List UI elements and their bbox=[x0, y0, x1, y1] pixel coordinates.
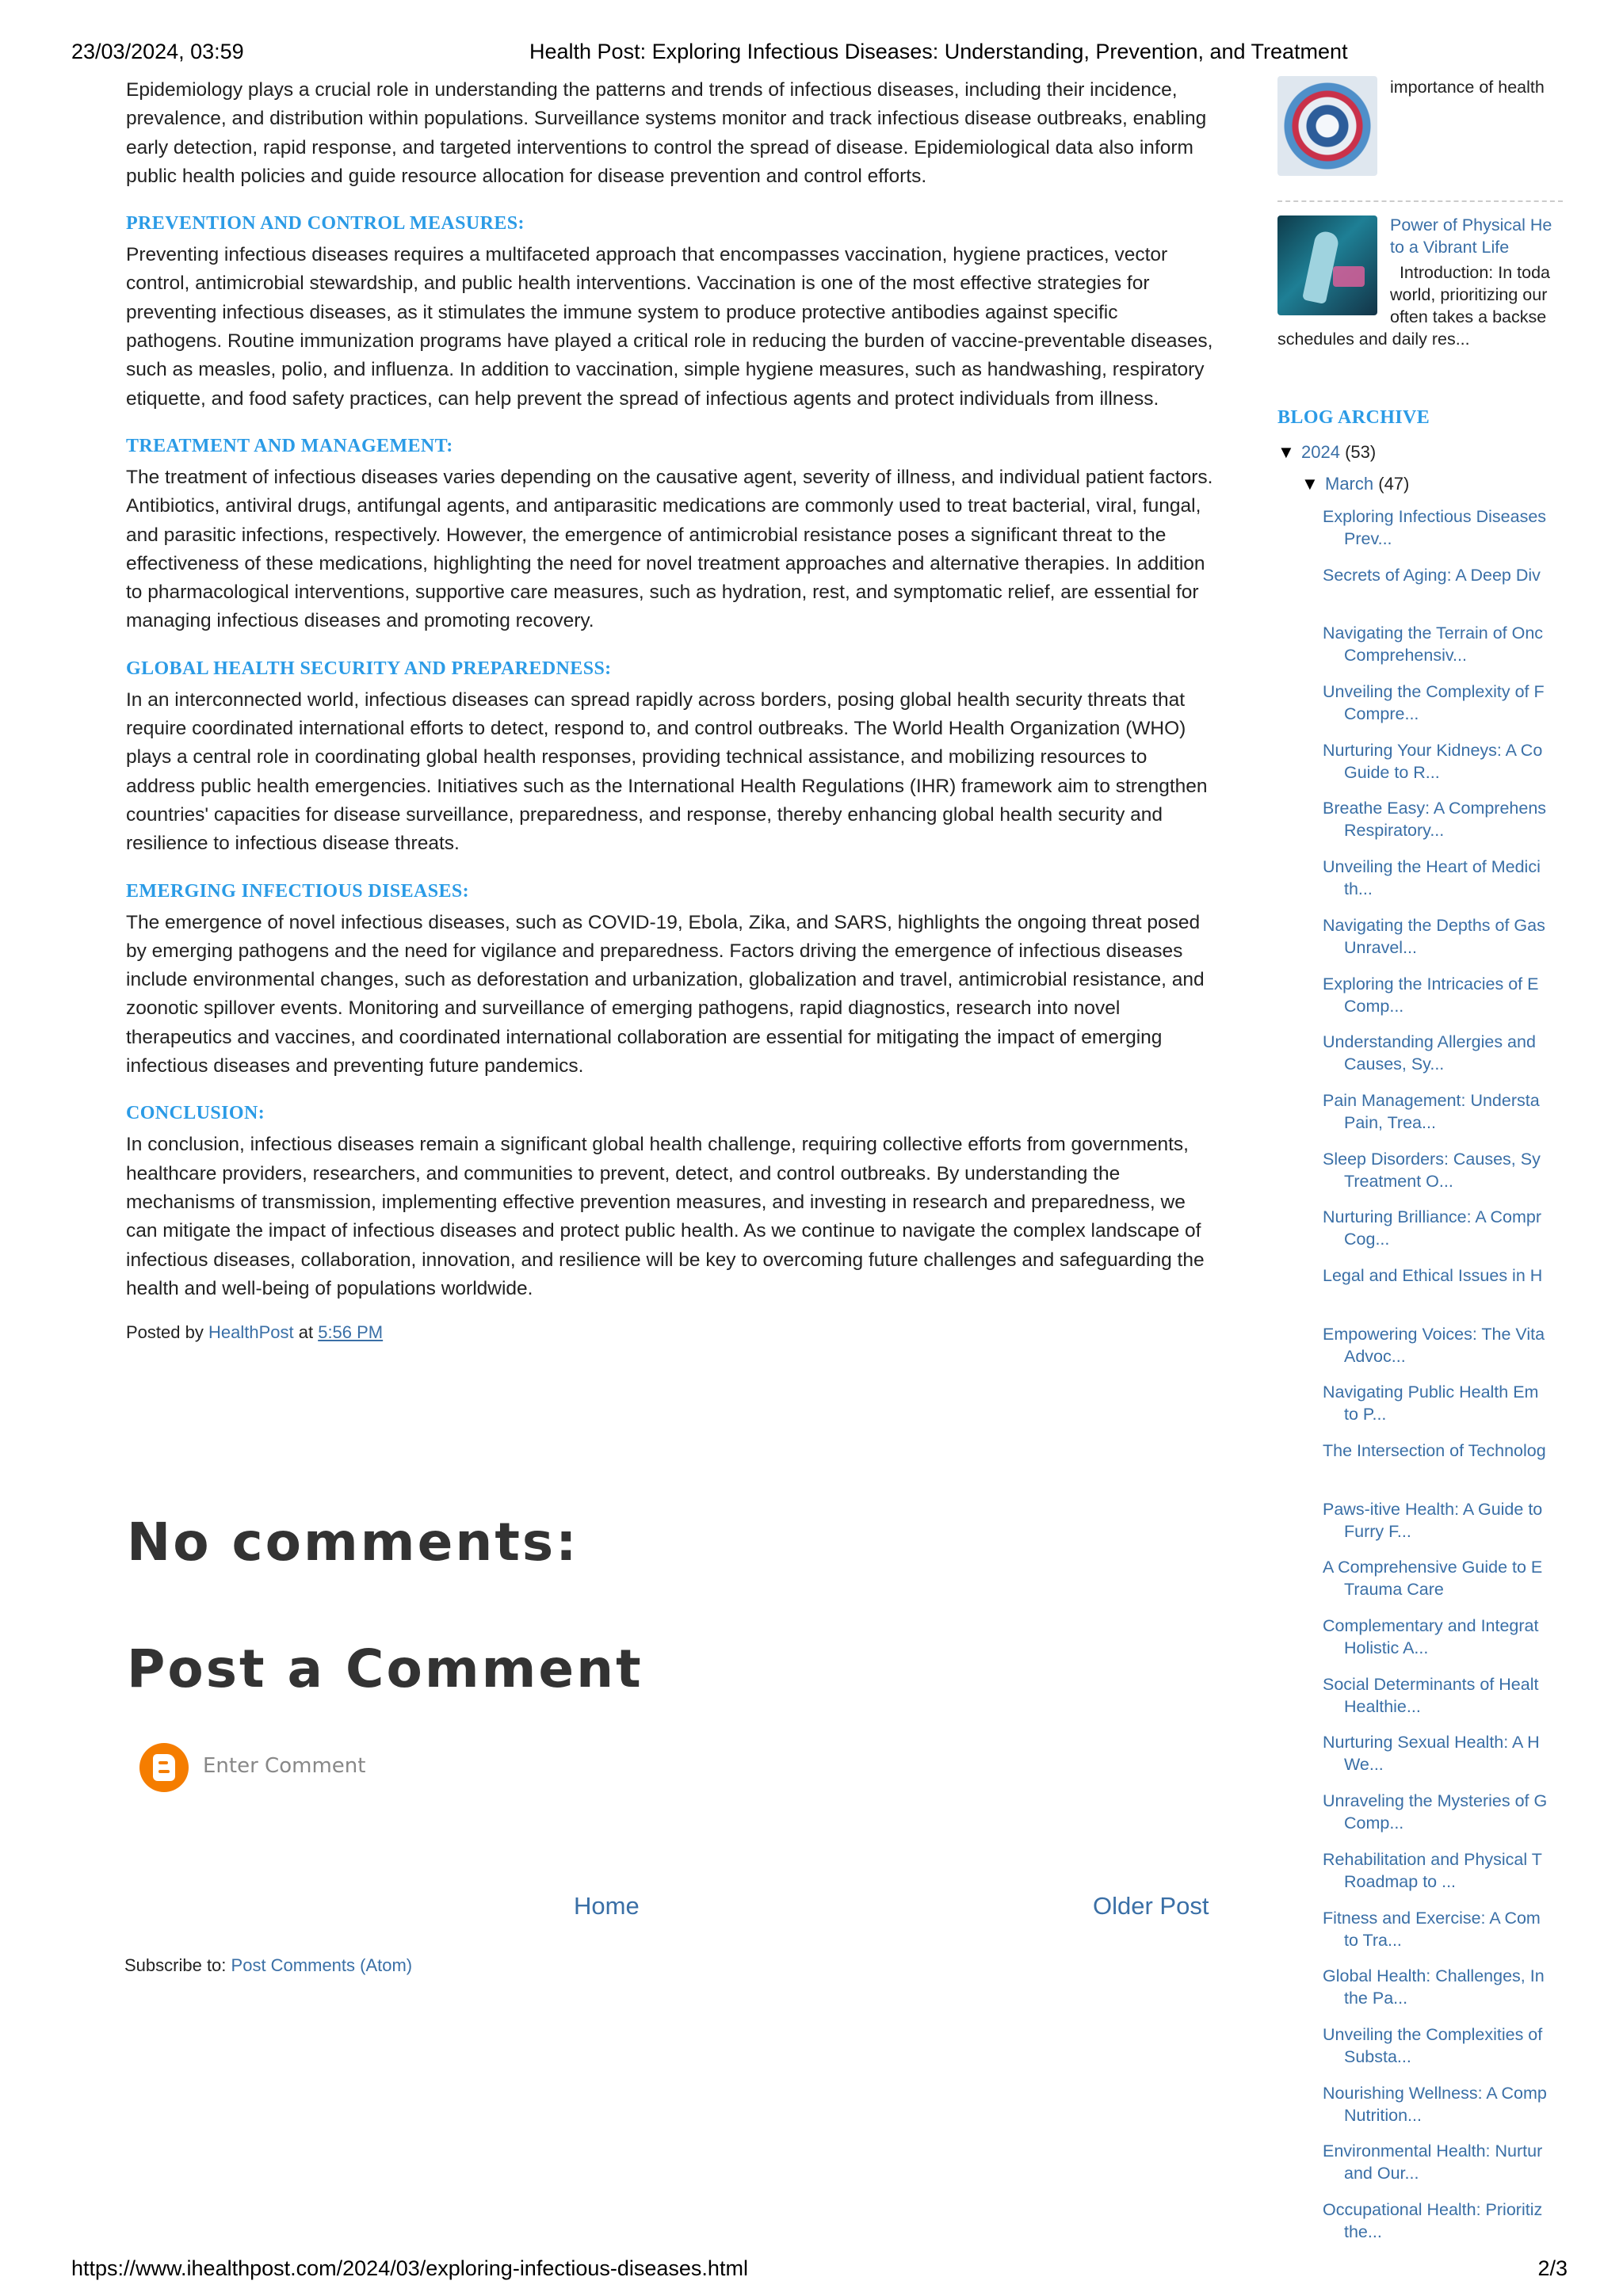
archive-post-title-line1[interactable]: Exploring Infectious Diseases bbox=[1323, 507, 1547, 526]
post-comments-atom-link[interactable]: Post Comments (Atom) bbox=[231, 1955, 413, 1975]
archive-post-title-line1[interactable]: Unveiling the Complexity of F bbox=[1323, 682, 1545, 702]
archive-post-list bbox=[1323, 505, 1576, 2257]
post-timestamp-link[interactable]: 5:56 PM bbox=[318, 1322, 384, 1343]
archive-post-link[interactable] bbox=[1323, 1907, 1576, 1966]
archive-month-link[interactable]: March bbox=[1325, 474, 1374, 494]
archive-post-link[interactable] bbox=[1323, 2082, 1576, 2141]
section-body-treatment: The treatment of infectious diseases varies depending on the causative agent, severity of illness, and individual patient factors. Antibiotics, antiviral drugs, antifungal agents, and antiparasitic medications are commonly used to treat bacterial, viral, fungal, and parasitic infections, respectively. However, the emergence of antimicrobial resistance poses a significant threat to the effectiveness of these medications, highlighting the need for novel treatment approaches and alternative therapies. In addition to pharmacological interventions, supportive care measures, such as hydration, rest, and symptomatic relief, are essential for managing infectious diseases and promoting recovery. bbox=[126, 466, 1213, 632]
posted-by-label: Posted by bbox=[126, 1322, 204, 1343]
archive-post-title-line1[interactable]: Complementary and Integrat bbox=[1323, 1616, 1539, 1636]
archive-post-link[interactable] bbox=[1323, 1965, 1576, 2023]
post-footer bbox=[126, 1322, 1213, 1343]
no-comments-heading: No comments: bbox=[127, 1512, 579, 1573]
archive-post-title-line1[interactable]: Unveiling the Heart of Medici bbox=[1323, 857, 1541, 877]
archive-post-link[interactable] bbox=[1323, 1381, 1576, 1440]
archive-post-title-line1[interactable]: Understanding Allergies and bbox=[1323, 1032, 1536, 1052]
archive-post-title-line2[interactable]: Pain, Trea... bbox=[1344, 1112, 1436, 1132]
archive-post-title-line1[interactable]: Navigating Public Health Em bbox=[1323, 1383, 1539, 1402]
archive-post-title-line1[interactable]: The Intersection of Technolog bbox=[1323, 1441, 1546, 1460]
intro-paragraph: Epidemiology plays a crucial role in understanding the patterns and trends of infectious diseases, including their incidence, prevalence, and distribution within populations. Surveillance systems monitor and track infectious disease outbreaks, enabling early detection, rapid response, and targeted interventions to control the spread of disease. Epidemiological data also inform public health policies and guide resource allocation for disease prevention and control efforts. bbox=[126, 79, 1207, 187]
section-heading-prevention: PREVENTION AND CONTROL MEASURES: bbox=[126, 213, 525, 235]
comment-input[interactable] bbox=[139, 1743, 615, 1794]
post-comment-heading: Post a Comment bbox=[127, 1638, 643, 1699]
archive-post-title-line1[interactable]: Navigating the Depths of Gas bbox=[1323, 915, 1545, 935]
archive-post-link[interactable] bbox=[1323, 1498, 1576, 1557]
archive-post-title-line1[interactable]: Sleep Disorders: Causes, Sy bbox=[1323, 1149, 1541, 1169]
print-date: 23/03/2024, 03:59 bbox=[71, 40, 244, 63]
archive-post-link[interactable] bbox=[1323, 2140, 1576, 2199]
archive-post-link[interactable] bbox=[1323, 1440, 1576, 1498]
archive-post-title-line1[interactable]: Rehabilitation and Physical T bbox=[1323, 1849, 1542, 1869]
archive-post-link[interactable] bbox=[1323, 1264, 1576, 1323]
archive-post-title-line2[interactable]: Nutrition... bbox=[1344, 2105, 1422, 2125]
archive-post-title-line1[interactable]: Fitness and Exercise: A Com bbox=[1323, 1908, 1541, 1928]
archive-post-title-line2[interactable]: to P... bbox=[1344, 1405, 1387, 1425]
archive-post-title-line2[interactable]: and Our... bbox=[1344, 2164, 1419, 2183]
archive-post-link[interactable] bbox=[1323, 1731, 1576, 1790]
archive-post-link[interactable] bbox=[1323, 564, 1576, 623]
subscribe-label: Subscribe to: bbox=[124, 1955, 227, 1975]
archive-post-link[interactable] bbox=[1323, 856, 1576, 914]
archive-post-title-line1[interactable]: Exploring the Intricacies of E bbox=[1323, 974, 1539, 994]
archive-post-title-line2[interactable]: Comp... bbox=[1344, 996, 1404, 1016]
archive-post-title-line2[interactable]: Holistic A... bbox=[1344, 1638, 1429, 1658]
author-link[interactable]: HealthPost bbox=[208, 1322, 294, 1343]
archive-post-link[interactable] bbox=[1323, 1206, 1576, 1264]
popular-post-title[interactable]: Power of Physical He bbox=[1390, 215, 1552, 235]
archive-post-link[interactable] bbox=[1323, 1615, 1576, 1673]
collapse-toggle-icon[interactable]: ▼ bbox=[1301, 474, 1319, 494]
archive-post-title-line2[interactable]: Comprehensiv... bbox=[1344, 646, 1467, 666]
print-page-number: 2/3 bbox=[1537, 2256, 1568, 2280]
archive-post-title-line2[interactable]: Furry F... bbox=[1344, 1521, 1411, 1541]
archive-post-title-line1[interactable]: Environmental Health: Nurtur bbox=[1323, 2142, 1543, 2161]
archive-post-title-line2[interactable]: Causes, Sy... bbox=[1344, 1055, 1445, 1074]
archive-post-title-line2[interactable]: Unravel... bbox=[1344, 937, 1418, 957]
popular-post-thumbnail[interactable] bbox=[1277, 215, 1377, 315]
comment-placeholder[interactable]: Enter Comment bbox=[203, 1754, 366, 1778]
archive-post-title-line2[interactable]: to Tra... bbox=[1344, 1930, 1402, 1950]
archive-post-title-line1[interactable]: Nurturing Your Kidneys: A Co bbox=[1323, 740, 1543, 760]
archive-post-title-line1[interactable]: Unraveling the Mysteries of G bbox=[1323, 1791, 1548, 1811]
archive-post-title-line1[interactable]: Pain Management: Understa bbox=[1323, 1090, 1540, 1110]
archive-post-title-line2[interactable]: Guide to R... bbox=[1344, 762, 1440, 782]
archive-post-link[interactable] bbox=[1323, 914, 1576, 973]
popular-post-snippet: Introduction: In toda bbox=[1390, 263, 1550, 282]
popular-post-snippet: importance of health bbox=[1390, 78, 1545, 97]
archive-post-link[interactable] bbox=[1323, 1556, 1576, 1615]
popular-post-snippet: world, prioritizing our bbox=[1390, 285, 1548, 304]
collapse-toggle-icon[interactable]: ▼ bbox=[1277, 442, 1295, 462]
archive-post-link[interactable] bbox=[1323, 622, 1576, 681]
subscribe-row bbox=[124, 1955, 412, 1976]
archive-post-title-line1[interactable]: Social Determinants of Healt bbox=[1323, 1674, 1539, 1694]
archive-post-title-line1[interactable]: Navigating the Terrain of Onc bbox=[1323, 624, 1544, 643]
section-heading-global-security: GLOBAL HEALTH SECURITY AND PREPAREDNESS: bbox=[126, 658, 612, 679]
print-url: https://www.ihealthpost.com/2024/03/exploring-infectious-diseases.html bbox=[71, 2256, 748, 2280]
at-label: at bbox=[298, 1322, 314, 1343]
archive-post-title-line2[interactable]: Trauma Care bbox=[1344, 1580, 1444, 1600]
archive-post-title-line2[interactable]: Respiratory... bbox=[1344, 821, 1445, 841]
archive-post-link[interactable] bbox=[1323, 505, 1576, 564]
archive-post-title-line1[interactable]: Nurturing Sexual Health: A H bbox=[1323, 1733, 1540, 1753]
home-link[interactable]: Home bbox=[574, 1892, 640, 1920]
section-body-emerging: The emergence of novel infectious diseases, such as COVID-19, Ebola, Zika, and SARS, highlights the ongoing threat posed by emerging pathogens and the need for vigilance and preparedness. Factors driving the emergence of infectious diseases include environmental changes, such as deforestation and urbanization, globalization and travel, antimicrobial resistance, and zoonotic spillover events. Monitoring and surveillance of emerging pathogens, rapid diagnostics, research into novel therapeutics and vaccines, and coordinated international collaboration are essential for mitigating the impact of emerging infectious diseases and preventing future pandemics. bbox=[126, 911, 1205, 1077]
archive-post-title-line2[interactable]: Compre... bbox=[1344, 704, 1419, 724]
archive-post-link[interactable] bbox=[1323, 2023, 1576, 2082]
archive-post-title-line2[interactable]: Comp... bbox=[1344, 1814, 1404, 1833]
archive-post-link[interactable] bbox=[1323, 681, 1576, 739]
section-body-prevention: Preventing infectious diseases requires a multifaceted approach that encompasses vaccination, hygiene practices, vector control, antimicrobial stewardship, and public health interventions. Vaccination is one of the most effective strategies for preventing infectious diseases, as it stimulates the immune system to produce protective antibodies against specific pathogens. Routine immunization programs have played a critical role in reducing the burden of vaccine-preventable diseases, such as measles, polio, and influenza. In addition to vaccination, simple hygiene measures, such as handwashing, respiratory etiquette, and food safety practices, can help prevent the spread of infectious agents and protect individuals from illness. bbox=[126, 244, 1213, 410]
archive-post-title-line2[interactable]: th... bbox=[1344, 879, 1373, 899]
blogger-icon bbox=[139, 1743, 189, 1792]
print-header bbox=[71, 40, 1560, 71]
archive-post-title-line1[interactable]: Occupational Health: Prioritiz bbox=[1323, 2199, 1543, 2219]
archive-post-title-line2[interactable]: Advoc... bbox=[1344, 1346, 1406, 1366]
archive-post-link[interactable] bbox=[1323, 739, 1576, 798]
archive-year-count: (53) bbox=[1345, 442, 1377, 462]
popular-post-snippet: often takes a backse bbox=[1390, 307, 1547, 326]
print-page-title: Health Post: Exploring Infectious Diseases: Understanding, Prevention, and Treatment bbox=[529, 40, 1348, 63]
older-post-link[interactable]: Older Post bbox=[1093, 1892, 1209, 1920]
section-heading-treatment: TREATMENT AND MANAGEMENT: bbox=[126, 435, 453, 456]
section-body-global-security: In an interconnected world, infectious diseases can spread rapidly across borders, posing global health security threats that require coordinated international efforts to detect, respond to, and control outbreaks. The World Health Organization (WHO) plays a central role in coordinating global health responses, providing technical assistance, and mobilizing resources to address public health emergencies. Initiatives such as the International Health Regulations (IHR) framework aim to strengthen countries' capacities for disease surveillance, preparedness, and response, thereby enhancing global health security and resilience to infectious disease threats. bbox=[126, 688, 1208, 855]
archive-post-title-line1[interactable]: Breathe Easy: A Comprehens bbox=[1323, 799, 1547, 818]
archive-post-title-line2[interactable]: Substa... bbox=[1344, 2046, 1411, 2066]
archive-post-link[interactable] bbox=[1323, 1323, 1576, 1382]
archive-post-title-line1[interactable]: Nourishing Wellness: A Comp bbox=[1323, 2083, 1547, 2103]
divider bbox=[1277, 200, 1563, 202]
archive-post-title-line2[interactable]: Cog... bbox=[1344, 1230, 1390, 1249]
archive-post-title-line2[interactable]: Healthie... bbox=[1344, 1696, 1421, 1716]
popular-post-title[interactable]: to a Vibrant Life bbox=[1390, 238, 1510, 257]
post-body bbox=[126, 76, 1213, 1343]
archive-post-title-line2[interactable]: We... bbox=[1344, 1755, 1384, 1775]
archive-post-title-line1[interactable]: A Comprehensive Guide to E bbox=[1323, 1558, 1543, 1577]
blog-archive-heading: BLOG ARCHIVE bbox=[1277, 407, 1430, 428]
archive-post-title-line1[interactable]: Paws-itive Health: A Guide to bbox=[1323, 1499, 1543, 1519]
archive-post-title-line1[interactable]: Secrets of Aging: A Deep Div bbox=[1323, 565, 1541, 585]
archive-post-link[interactable] bbox=[1323, 1148, 1576, 1207]
archive-year-link[interactable]: 2024 bbox=[1301, 442, 1340, 462]
archive-post-link[interactable] bbox=[1323, 1848, 1576, 1907]
archive-post-link[interactable] bbox=[1323, 1031, 1576, 1089]
archive-post-title-line1[interactable]: Global Health: Challenges, In bbox=[1323, 1966, 1545, 1986]
archive-post-link[interactable] bbox=[1323, 1673, 1576, 1732]
archive-post-title-line2[interactable]: Roadmap to ... bbox=[1344, 1871, 1457, 1891]
archive-post-title-line2[interactable]: Treatment O... bbox=[1344, 1171, 1453, 1191]
archive-post-link[interactable] bbox=[1323, 973, 1576, 1032]
popular-post-thumbnail[interactable] bbox=[1277, 76, 1377, 176]
archive-post-link[interactable] bbox=[1323, 1790, 1576, 1848]
section-heading-emerging: EMERGING INFECTIOUS DISEASES: bbox=[126, 880, 470, 902]
sidebar bbox=[1277, 76, 1563, 2241]
popular-post-snippet: schedules and daily res... bbox=[1277, 330, 1470, 349]
section-body-conclusion: In conclusion, infectious diseases remain a significant global health challenge, requiring collective efforts from governments, healthcare providers, researchers, and communities to prevent, detect, and control outbreaks. By understanding the mechanisms of transmission, implementing effective prevention measures, and investing in research and preparedness, we can mitigate the impact of infectious diseases and protect public health. As we continue to navigate the complex landscape of infectious diseases, collaboration, innovation, and resilience will be key to overcoming future challenges and safeguarding the health and well-being of populations worldwide. bbox=[126, 1134, 1205, 1299]
archive-post-link[interactable] bbox=[1323, 1089, 1576, 1148]
archive-post-title-line1[interactable]: Nurturing Brilliance: A Compr bbox=[1323, 1207, 1542, 1227]
archive-post-link[interactable] bbox=[1323, 2199, 1576, 2257]
archive-post-title-line2[interactable]: Prev... bbox=[1344, 529, 1392, 548]
archive-month-count: (47) bbox=[1378, 474, 1410, 494]
archive-month-row bbox=[1301, 474, 1409, 494]
archive-post-title-line1[interactable]: Empowering Voices: The Vita bbox=[1323, 1324, 1545, 1344]
archive-year-row bbox=[1277, 442, 1376, 463]
archive-post-title-line2[interactable]: the... bbox=[1344, 2222, 1382, 2241]
archive-post-link[interactable] bbox=[1323, 797, 1576, 856]
archive-post-title-line2[interactable]: the Pa... bbox=[1344, 1989, 1408, 2008]
section-heading-conclusion: CONCLUSION: bbox=[126, 1103, 265, 1124]
archive-post-title-line1[interactable]: Unveiling the Complexities of bbox=[1323, 2024, 1543, 2044]
archive-post-title-line1[interactable]: Legal and Ethical Issues in H bbox=[1323, 1265, 1543, 1285]
